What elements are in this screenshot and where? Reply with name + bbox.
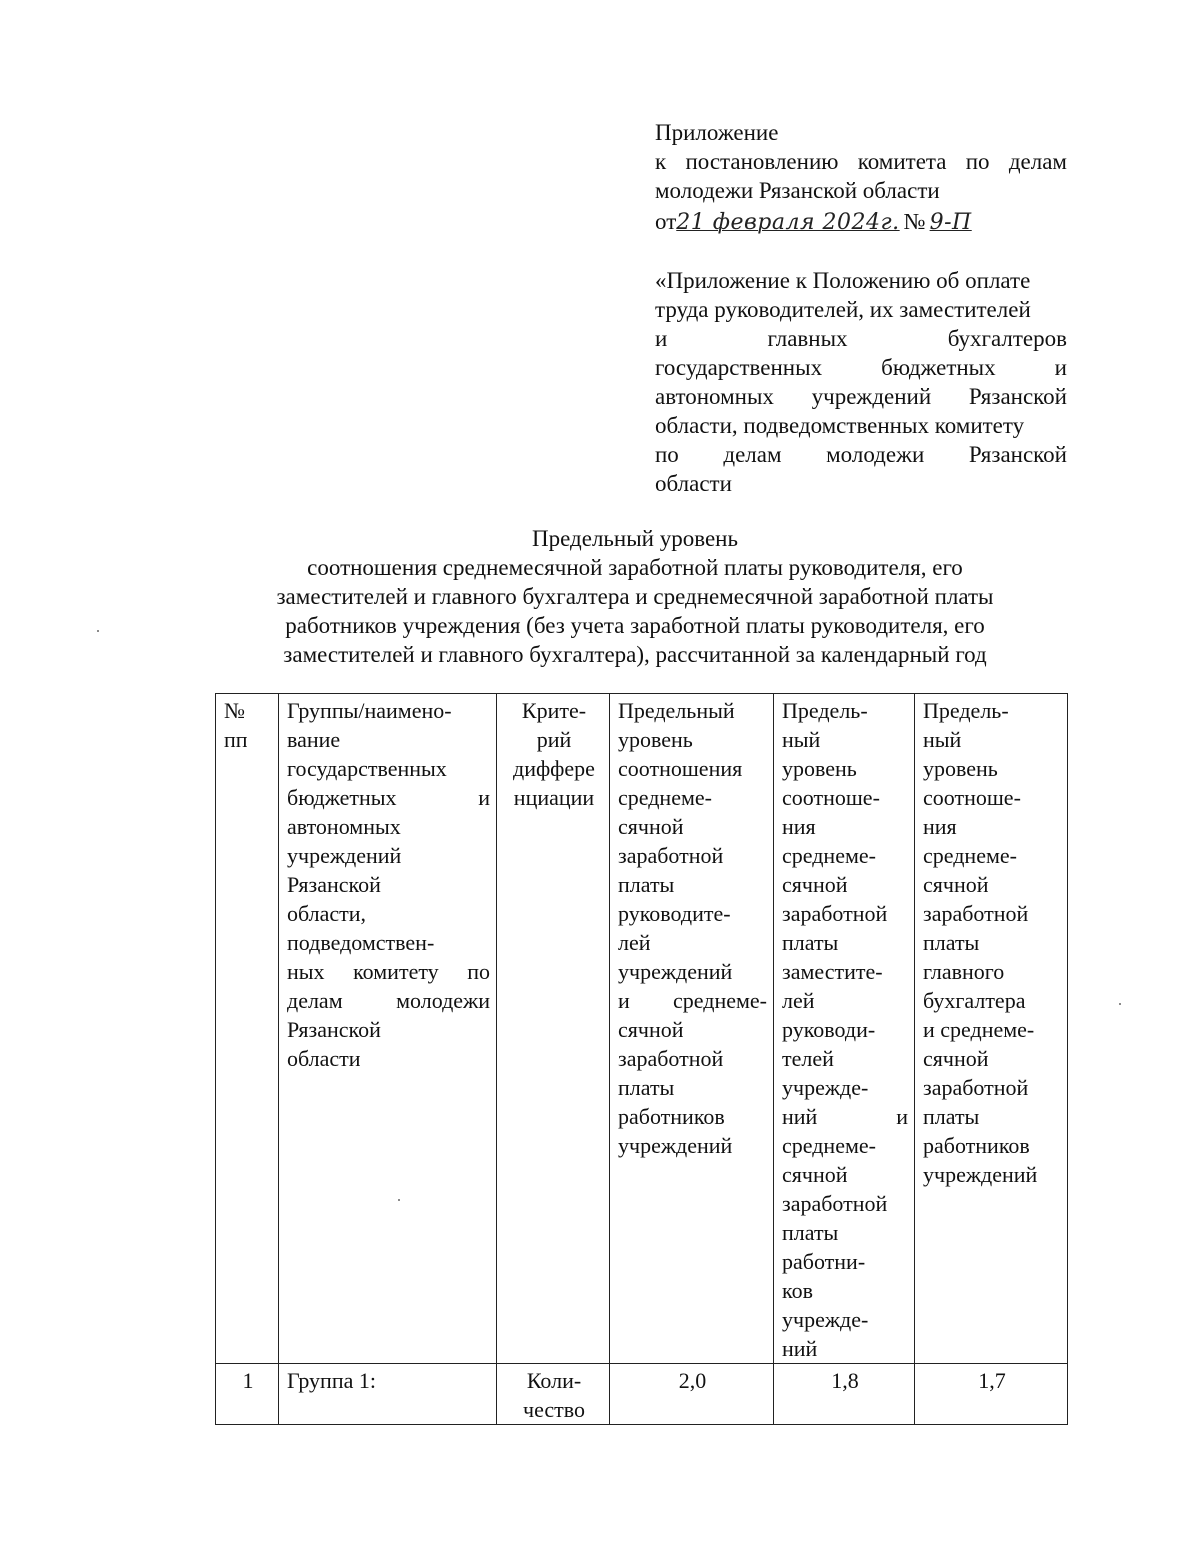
row-number: 1 — [216, 1364, 279, 1425]
header-line: нциации — [513, 785, 595, 810]
header-line: и среднеме- — [923, 1017, 1035, 1042]
header-line: сячной — [618, 1017, 684, 1042]
header-cell-limit-deputy — [774, 694, 915, 1364]
header-line: ков — [782, 1278, 813, 1303]
header-line: сячной — [923, 872, 989, 897]
quote-line: государственных бюджетных и — [655, 355, 1067, 380]
header-line: вание — [287, 727, 341, 752]
quote-line: области, подведомственных комитету — [655, 413, 1025, 438]
header-line: заработной — [923, 1075, 1029, 1100]
header-line: учреждений — [923, 1162, 1038, 1187]
header-line: ных комитету по — [287, 959, 490, 984]
header-line: ный — [923, 727, 962, 752]
header-line: сячной — [782, 872, 848, 897]
header-line: ный — [782, 727, 821, 752]
header-line: среднеме- — [618, 785, 712, 810]
header-line: бухгалтера — [923, 988, 1026, 1013]
quote-line: по делам молодежи Рязанской — [655, 442, 1067, 467]
handwritten-date: 21 февраля 2024г. — [676, 210, 900, 235]
header-line: подведомствен- — [287, 930, 435, 955]
title-line: заместителей и главного бухгалтера), рассчитанной за календарный год — [283, 642, 987, 667]
header-line: рий — [536, 727, 572, 752]
title-line: заместителей и главного бухгалтера и среднемесячной заработной платы — [276, 584, 994, 609]
header-line: № — [224, 698, 245, 723]
header-line: автономных — [287, 814, 401, 839]
header-cell-criterion — [497, 694, 610, 1364]
header-line: лей — [618, 930, 651, 955]
header-line: заработной — [618, 843, 724, 868]
quote-line: автономных учреждений Рязанской — [655, 384, 1067, 409]
row-limit-accountant: 1,7 — [915, 1364, 1068, 1425]
header-line: области, — [287, 901, 367, 926]
table-row — [216, 1364, 1068, 1425]
header-line: среднеме- — [782, 843, 876, 868]
title-line: соотношения среднемесячной заработной платы руководителя, его — [307, 555, 963, 580]
header-line: заработной — [782, 1191, 888, 1216]
header-line: платы — [618, 872, 675, 897]
header-line: платы — [782, 930, 839, 955]
scan-speck — [398, 1199, 400, 1201]
row-limit-head: 2,0 — [610, 1364, 774, 1425]
header-line: учреждений — [618, 1133, 733, 1158]
quote-line: «Приложение к Положению об оплате — [655, 268, 1031, 293]
header-line: ния — [923, 814, 957, 839]
header-line: соотношения — [618, 756, 743, 781]
header-line: Предель- — [782, 698, 868, 723]
header-line: ний — [782, 1336, 818, 1361]
header-line: сячной — [618, 814, 684, 839]
header-line: делам молодежи — [287, 988, 490, 1013]
table-header-row — [216, 694, 1068, 1364]
header-line: соотноше- — [923, 785, 1021, 810]
quote-line: области — [655, 471, 732, 496]
attachment-date-line — [655, 207, 1067, 237]
header-line: Предельный — [618, 698, 735, 723]
header-line: среднеме- — [923, 843, 1017, 868]
header-line: Рязанской — [287, 872, 381, 897]
header-line: Предель- — [923, 698, 1009, 723]
header-line: Рязанской — [287, 1017, 381, 1042]
header-line: платы — [782, 1220, 839, 1245]
header-line: платы — [923, 1104, 980, 1129]
header-line: Крите- — [521, 698, 587, 723]
row-criterion-line: Коли- — [526, 1368, 582, 1393]
scan-speck — [97, 630, 99, 632]
row-criterion-line: чество — [523, 1397, 585, 1422]
header-line: учрежде- — [782, 1075, 869, 1100]
header-line: области — [287, 1046, 361, 1071]
header-cell-limit-accountant — [915, 694, 1068, 1364]
ratio-table-grid — [215, 693, 1068, 1425]
header-line: заместите- — [782, 959, 883, 984]
header-line: уровень — [618, 727, 693, 752]
header-line: заработной — [923, 901, 1029, 926]
handwritten-number: 9-П — [929, 210, 972, 235]
header-line: работников — [923, 1133, 1030, 1158]
header-line: платы — [618, 1075, 675, 1100]
header-line: Группы/наимено- — [287, 698, 452, 723]
header-line: диффере — [513, 756, 595, 781]
header-line: сячной — [923, 1046, 989, 1071]
header-line: уровень — [782, 756, 857, 781]
date-prefix: от — [655, 209, 677, 234]
header-line: и среднеме- — [618, 988, 767, 1013]
header-line: уровень — [923, 756, 998, 781]
quote-line: труда руководителей, их заместителей — [655, 297, 1031, 322]
header-line: руководи- — [782, 1017, 876, 1042]
attachment-header — [655, 118, 1067, 237]
header-cell-limit-head — [610, 694, 774, 1364]
header-line: сячной — [782, 1162, 848, 1187]
header-line: главного — [923, 959, 1005, 984]
header-line: заработной — [618, 1046, 724, 1071]
header-line: работни- — [782, 1249, 866, 1274]
header-line: бюджетных и — [287, 785, 490, 810]
header-line: соотноше- — [782, 785, 880, 810]
header-line: заработной — [782, 901, 888, 926]
title-line: Предельный уровень — [532, 526, 738, 551]
header-cell-number — [216, 694, 279, 1364]
title-line: работников учреждения (без учета заработной платы руководителя, его — [285, 613, 985, 638]
document-title — [200, 524, 1070, 669]
header-line: ния — [782, 814, 816, 839]
appendix-reference — [655, 266, 1067, 498]
header-line: телей — [782, 1046, 834, 1071]
header-line: среднеме- — [782, 1133, 876, 1158]
header-line: платы — [923, 930, 980, 955]
header-line: ний и — [782, 1104, 908, 1129]
row-limit-deputy: 1,8 — [774, 1364, 915, 1425]
header-line: пп — [224, 727, 248, 752]
ratio-table — [215, 693, 1068, 1425]
number-sign: № — [903, 209, 926, 234]
header-line: руководите- — [618, 901, 731, 926]
header-line: государственных — [287, 756, 447, 781]
attachment-line-2: молодежи Рязанской области — [655, 178, 940, 203]
attachment-title: Приложение — [655, 120, 779, 145]
quote-line: и главных бухгалтеров — [655, 326, 1067, 351]
header-line: лей — [782, 988, 815, 1013]
row-group: Группа 1: — [279, 1364, 497, 1425]
row-criterion — [497, 1364, 610, 1425]
attachment-line-1: к постановлению комитета по делам — [655, 149, 1067, 174]
header-line: работников — [618, 1104, 725, 1129]
header-line: учреждений — [618, 959, 733, 984]
header-cell-group — [279, 694, 497, 1364]
header-line: учрежде- — [782, 1307, 869, 1332]
scan-speck — [1119, 1003, 1121, 1005]
header-line: учреждений — [287, 843, 402, 868]
